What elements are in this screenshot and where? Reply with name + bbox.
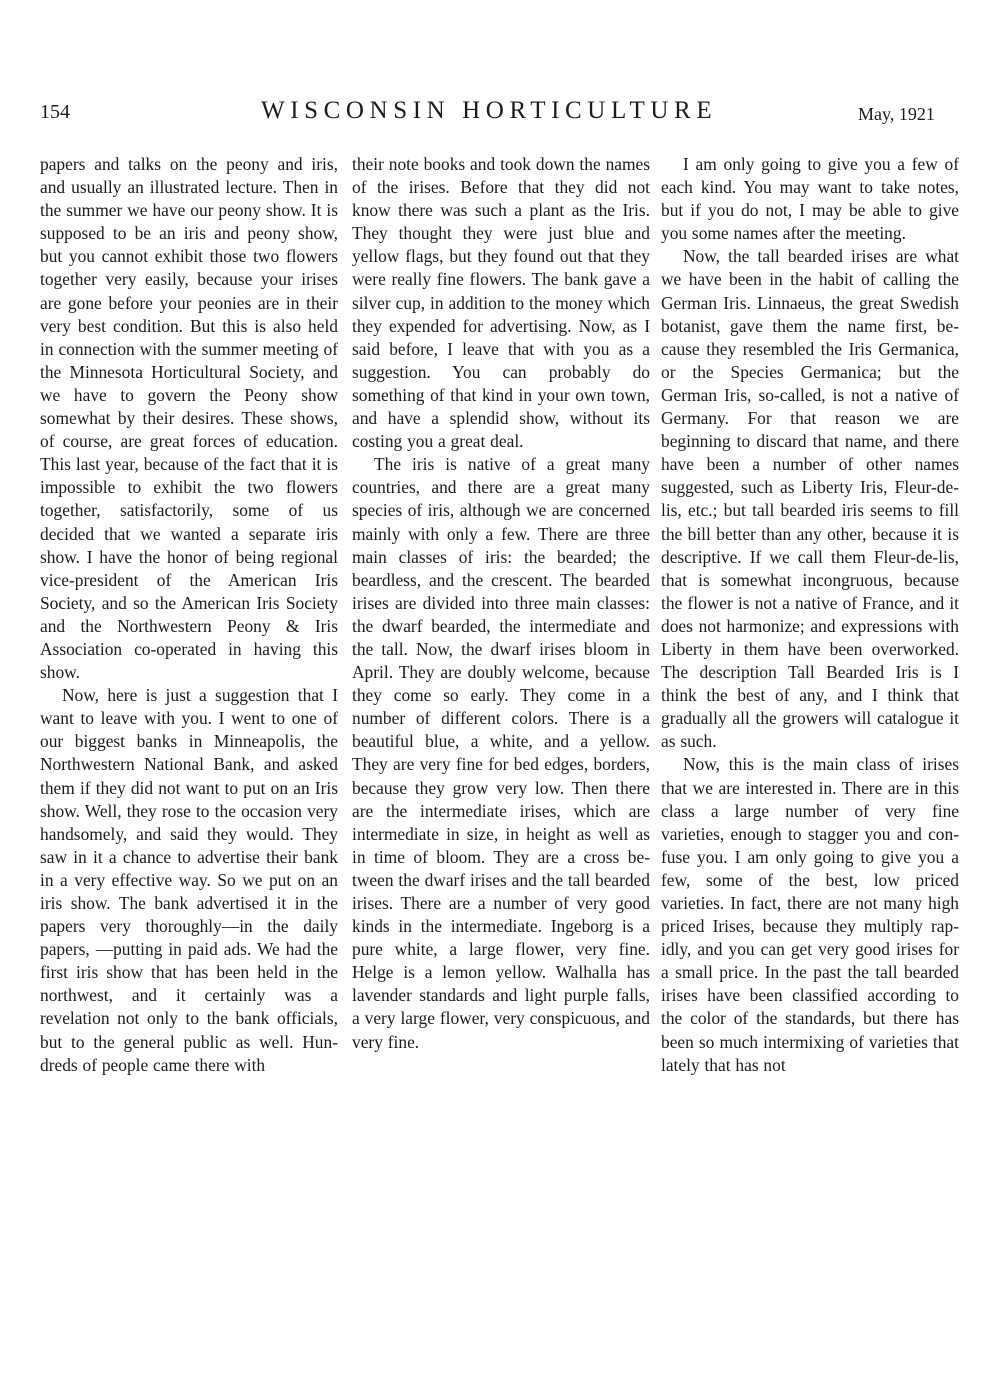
text-column-1 — [40, 153, 338, 1293]
text-column-2 — [352, 153, 650, 1293]
page-header — [0, 97, 1005, 137]
paragraph: Now, this is the main class of irises that we are interested in. There are in this class a large number of very fine varieties, enough to stagger you and confuse you. I am only going to give you a few, some of the best, low priced varieties. In fact, there are not many high priced Irises, because they multiply rapidly, and you can get very good irises for a small price. In the past the tall bearded irises have been classified according to the color of the standards, but there has been so much intermixing of varieties that lately that has not — [661, 754, 959, 1075]
paragraph: Now, the tall bearded irises are what we have been in the habit of calling the German Iris. Linnaeus, the great Swedish botanist, gave them the name first, because they resembled the Iris Germanica, or the Species Germanica; but the German Iris, so-called, is not a native of Germany. For that reason we are beginning to discard that name, and there have been a number of other names suggested, such as Liberty Iris, Fleur-de-lis, etc.; but tall bearded iris seems to fill the bill better than any other, because it is descriptive. If we call them Fleur-de-lis, that is somewhat incongruous, because the flower is not a native of France, and it does not harmonize; and expressions with Liberty in them have been overworked. The description Tall Bearded Iris is I think the best of any, and I think that gradually all the growers will catalogue it as such. — [661, 246, 959, 752]
paragraph: papers and talks on the peony and iris, and usually an illustrated lecture. Then in the summer we have our peony show. It is supposed to be an iris and peony show, but you cannot exhibit those two flowers together very easily, because your irises are gone before your peonies are in their very best condition. But this is also held in connection with the summer meeting of the Minnesota Horticultural Society, and we have to govern the Peony show somewhat by their desires. These shows, of course, are great forces of education. This last year, because of the fact that it is impossible to exhibit the two flowers together, satisfactorily, some of us decided that we wanted a separate iris show. I have the honor of being regional vice-president of the American Iris Society, and so the American Iris Society and the Northwestern Peony & Iris Association co-operated in having this show. — [40, 154, 338, 683]
paragraph: their note books and took down the names of the irises. Before that they did not know there was such a plant as the Iris. They thought they were just blue and yellow flags, but they found out that they were really fine flowers. The bank gave a silver cup, in addition to the money which they expended for advertising. Now, as I said before, I leave that with you as a suggestion. You can probably do something of that kind in your own town, and have a splendid show, without its costing you a great deal. — [352, 154, 650, 452]
issue-date: May, 1921 — [858, 104, 935, 124]
page-number: 154 — [40, 101, 70, 123]
text-column-3 — [661, 153, 959, 1293]
paragraph: The iris is native of a great many countries, and there are a great many species of iris, although we are concerned mainly with only a few. There are three main classes of iris: the bearded; the beardless, and the crescent. The bearded irises are divided into three main classes: the dwarf bearded, the intermediate and the tall. Now, the dwarf irises bloom in April. They are doubly welcome, because they come so early. They come in a number of different colors. There is a beautiful blue, a white, and a yellow. They are very fine for bed edges, borders, because they grow very low. Then there are the intermediate irises, which are intermediate in size, in height as well as in time of bloom. They are a cross between the dwarf irises and the tall bearded irises. There are a number of very good kinds in the intermediate. Ingeborg is a pure white, a large flower, very fine. Helge is a lemon yellow. Walhalla has lavender standards and light purple falls, a very large flower, very conspicuous, and very fine. — [352, 454, 650, 1052]
paragraph: I am only going to give you a few of each kind. You may want to take notes, but if you do not, I may be able to give you some names after the meeting. — [661, 154, 959, 244]
publication-title: WISCONSIN HORTICULTURE — [261, 97, 718, 124]
paragraph: Now, here is just a suggestion that I want to leave with you. I went to one of our biggest banks in Minneapolis, the Northwestern National Bank, and asked them if they did not want to put on an Iris show. Well, they rose to the occasion very handsomely, and said they would. They saw in it a chance to advertise their bank in a very effective way. So we put on an iris show. The bank advertised it in the papers very thoroughly—in the daily papers, —putting in paid ads. We had the first iris show that has been held in the northwest, and it certainly was a revelation not only to the bank officials, but to the general public as well. Hundreds of people came there with — [40, 685, 338, 1075]
